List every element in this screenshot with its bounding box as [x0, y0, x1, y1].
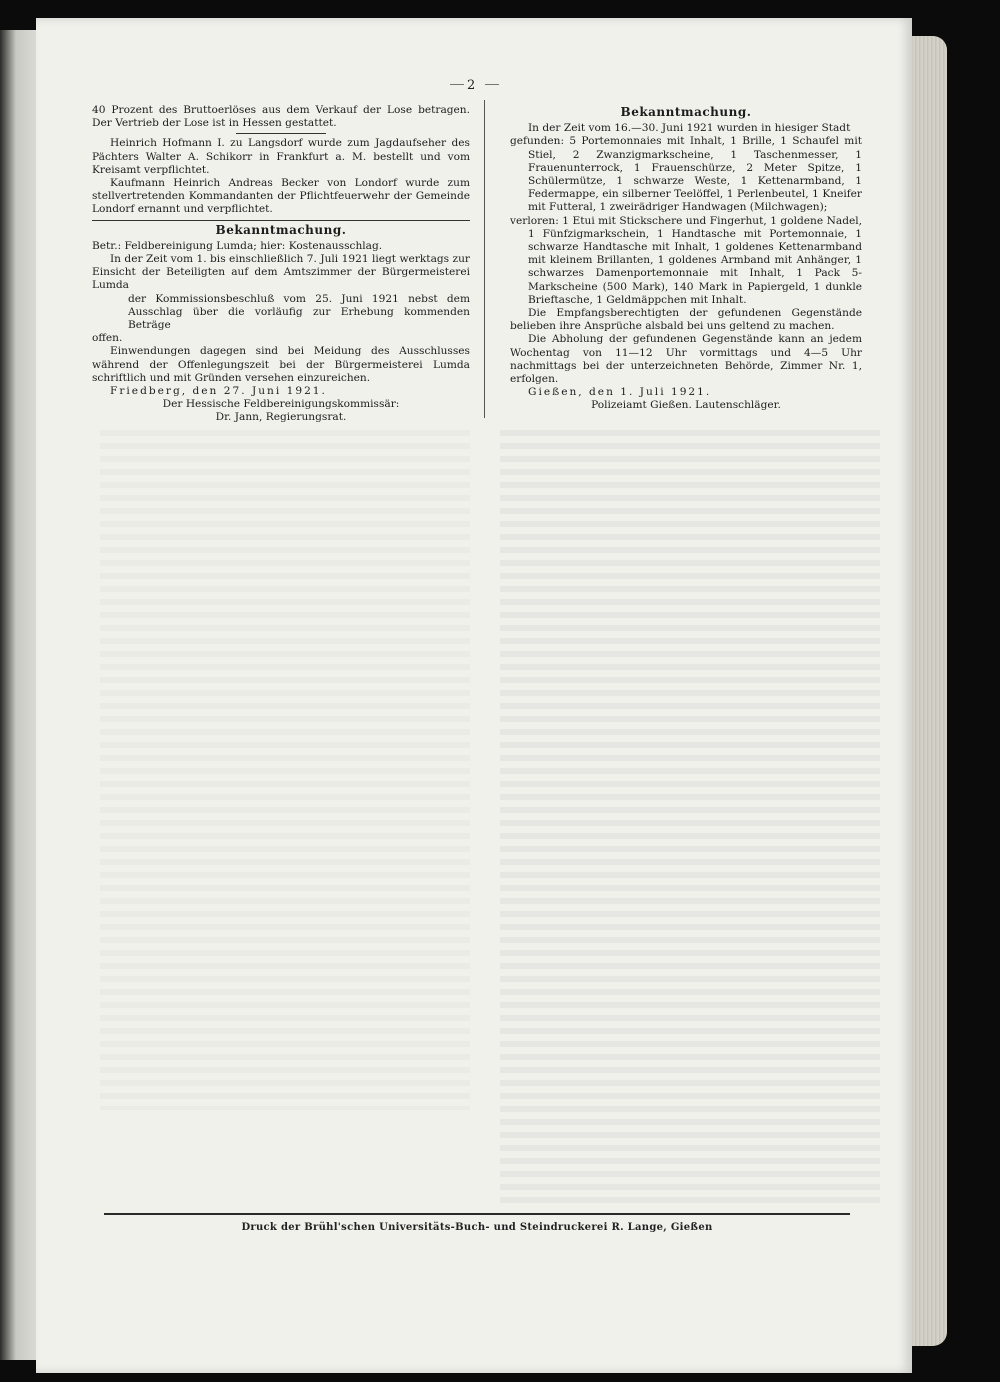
- section-heading: Bekanntmachung.: [620, 105, 752, 119]
- separator: [236, 133, 326, 134]
- body-paragraph: In der Zeit vom 16.—30. Juni 1921 wurden in hiesiger Stadt: [528, 122, 851, 135]
- page-number-dash-left: [450, 84, 464, 85]
- signature: Polizeiamt Gießen. Lautenschläger.: [591, 399, 781, 412]
- place-date: Friedberg, den 27. Juni 1921.: [110, 385, 327, 398]
- body-paragraph: offen.: [92, 332, 123, 345]
- section-heading: Bekanntmachung.: [215, 222, 347, 237]
- left-column: [92, 104, 470, 425]
- official-title: Der Hessische Feldbereinigungskommissär:: [162, 398, 400, 411]
- found-items-list: gefunden: 5 Portemonnaies mit Inhalt, 1 Brille, 1 Schaufel mit Stiel, 2 Zwanzigmarkscheine, 1 Taschenmesser, 1 Frauenunterrock, 1 Frauenschürze, 2 Meter Spitze, 1 Schülermütze, 1 schwarze Weste, 1 Kettenarmband, 1 Federmappe, ein silberner Teelöffel, 1 Perlenbeutel, 1 Kneifer mit Futteral, 1 zweirädriger Handwagen (Milchwagen);: [510, 135, 862, 214]
- intro-text: 40 Prozent des Bruttoerlöses aus dem Verkauf der Lose betragen. Der Vertrieb der Lose ist in Hessen gestattet.: [92, 104, 470, 130]
- notice-hofmann: Heinrich Hofmann I. zu Langsdorf wurde zum Jagdaufseher des Pächters Walter A. Schikorr in Frankfurt a. M. bestellt und vom Kreisamt verpflichtet.: [92, 137, 470, 176]
- right-column: [510, 104, 862, 413]
- bleed-through-text: [500, 430, 880, 1210]
- printer-imprint: Druck der Brühl'schen Universitäts-Buch- und Steindruckerei R. Lange, Gießen: [241, 1222, 713, 1233]
- footer-rule: [104, 1213, 850, 1215]
- body-paragraph: Einwendungen dagegen sind bei Meidung des Ausschlusses während der Offenlegungszeit bei der Bürgermeisterei Lumda schriftlich und mit Gründen versehen einzureichen.: [92, 345, 470, 384]
- body-paragraph: Die Empfangsberechtigten der gefundenen Gegenstände belieben ihre Ansprüche alsbald bei uns geltend zu machen.: [510, 307, 862, 333]
- notice-becker: Kaufmann Heinrich Andreas Becker von Londorf wurde zum stellvertretenden Kommandanten der Pflichtfeuerwehr der Gemeinde Londorf ernannt und verpflichtet.: [92, 177, 470, 216]
- page-number-dash-right: [485, 84, 499, 85]
- body-paragraph: In der Zeit vom 1. bis einschließlich 7. Juli 1921 liegt werktags zur Einsicht der Beteiligten auf dem Amtszimmer der Bürgermeisterei Lumda: [92, 253, 470, 292]
- bleed-through-text: [100, 430, 470, 1110]
- facing-page-edge: [0, 30, 40, 1360]
- subject-line: Betr.: Feldbereinigung Lumda; hier: Kostenausschlag.: [92, 239, 383, 252]
- section-rule: [92, 220, 470, 221]
- page-number: 2: [467, 78, 476, 93]
- body-paragraph: der Kommissionsbeschluß vom 25. Juni 1921 nebst dem Ausschlag über die vorläufig zur Erhebung kommenden Beträge: [128, 292, 470, 332]
- body-paragraph: Die Abholung der gefundenen Gegenstände kann an jedem Wochentag von 11—12 Uhr vormittags und 4—5 Uhr nachmittags bei der unterzeichneten Behörde, Zimmer Nr. 1, erfolgen.: [510, 333, 862, 386]
- column-divider: [484, 100, 485, 418]
- place-date: Gießen, den 1. Juli 1921.: [528, 386, 712, 399]
- signature: Dr. Jann, Regierungsrat.: [215, 411, 347, 424]
- lost-items-list: verloren: 1 Etui mit Stickschere und Fingerhut, 1 goldene Nadel, 1 Fünfzigmarkschein, 1 Handtasche mit Portemonnaie, 1 schwarze Handtasche mit Inhalt, 1 goldenes Kettenarmband mit kleinem Brillanten, 1 goldenes Armband mit Anhänger, 1 schwarzes Damenportemonnaie mit Inhalt, 1 Pack 5-Markscheine (500 Mark), 140 Mark in Papiergeld, 1 dunkle Brieftasche, 1 Geldmäppchen mit Inhalt.: [510, 214, 862, 306]
